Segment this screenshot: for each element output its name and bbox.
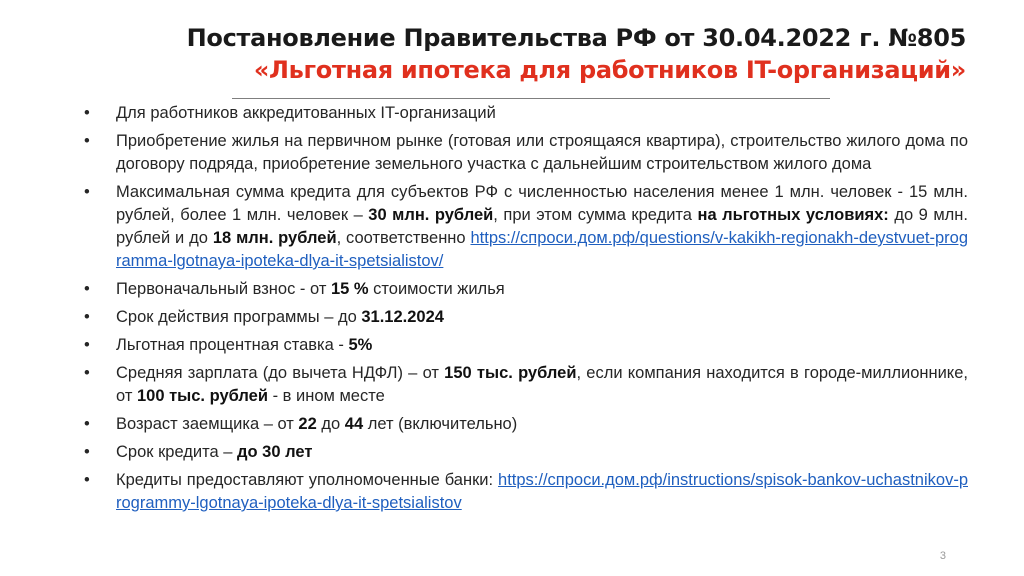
item-text: Льготная процентная ставка - xyxy=(116,336,349,354)
item-text: Первоначальный взнос - от xyxy=(116,280,331,298)
item-text: до xyxy=(316,415,345,433)
item-bold-value: 18 млн. рублей xyxy=(212,229,337,247)
regions-info-link[interactable]: https://спроси.дом.рф/questions/v-kakikh-regionakh-deystvuet-programma-lgotnaya-ipoteka-dlya-it-spetsialistov/ xyxy=(116,229,968,270)
item-text: Кредиты предоставляют уполномоченные банки: xyxy=(116,471,499,489)
bullet-icon: • xyxy=(84,308,90,326)
item-bold-value: 5% xyxy=(348,336,373,354)
bullet-icon: • xyxy=(84,443,90,461)
item-text: Максимальная сумма кредита для субъектов РФ с численностью населения менее 1 млн. человек - 15 млн. рублей, более 1 млн. человек – xyxy=(116,183,968,224)
item-bold-value: до 30 лет xyxy=(237,443,313,461)
item-text: Средняя зарплата (до вычета НДФЛ) – от xyxy=(116,364,445,382)
item-text: до 9 млн. рублей и до xyxy=(116,206,968,247)
item-text: , соответственно xyxy=(336,229,471,247)
item-text: Возраст заемщика – от xyxy=(116,415,299,433)
item-bold-value: на льготных условиях: xyxy=(697,206,889,224)
bullet-icon: • xyxy=(84,471,90,489)
page-number: 3 xyxy=(939,550,946,562)
bullet-icon: • xyxy=(84,336,90,354)
item-bold-value: 44 xyxy=(344,415,364,433)
list-item-interest-rate xyxy=(84,334,968,357)
item-bold-value: 15 % xyxy=(330,280,369,298)
item-text: - в ином месте xyxy=(268,387,385,405)
item-text: , при этом сумма кредита xyxy=(493,206,698,224)
banks-list-link[interactable]: https://спроси.дом.рф/instructions/spisok-bankov-uchastnikov-programmy-lgotnaya-ipoteka-dlya-it-spetsialistov xyxy=(116,471,968,512)
item-bold-value: 22 xyxy=(298,415,317,433)
bullet-icon: • xyxy=(84,132,90,150)
bullet-icon: • xyxy=(84,280,90,298)
item-text: Срок действия программы – до xyxy=(116,308,362,326)
list-item-banks xyxy=(84,469,968,515)
bullet-icon: • xyxy=(84,104,90,122)
slide-title xyxy=(187,22,966,86)
item-bold-value: 31.12.2024 xyxy=(361,308,444,326)
list-item-max-loan xyxy=(84,181,968,273)
item-text: Приобретение жилья на первичном рынке (готовая или строящаяся квартира), строительство жилого дома по договору подряда, приобретение земельного участка с дальнейшим строительством жилого дома xyxy=(116,132,968,173)
item-bold-value: 30 млн. рублей xyxy=(368,206,494,224)
item-text: , если компания находится в городе-миллионнике, от xyxy=(116,364,968,405)
item-text: стоимости жилья xyxy=(368,280,505,298)
bullet-icon: • xyxy=(84,183,90,201)
list-item-loan-term xyxy=(84,441,968,464)
list-item-down-payment xyxy=(84,278,968,301)
list-item-housing-types xyxy=(84,130,968,176)
list-item-salary xyxy=(84,362,968,408)
list-item-it-workers xyxy=(84,102,968,125)
bullet-icon: • xyxy=(84,364,90,382)
title-divider xyxy=(232,98,830,99)
item-text: лет (включительно) xyxy=(363,415,518,433)
bullet-icon: • xyxy=(84,415,90,433)
title-decree: Постановление Правительства РФ от 30.04.2022 г. №805 xyxy=(186,24,966,52)
list-item-borrower-age xyxy=(84,413,968,436)
item-text: Срок кредита – xyxy=(116,443,238,461)
conditions-list xyxy=(84,102,968,520)
list-item-program-term xyxy=(84,306,968,329)
item-text: Для работников аккредитованных IT-организаций xyxy=(116,104,496,122)
item-bold-value: 150 тыс. рублей xyxy=(444,364,577,382)
title-program-name: «Льготная ипотека для работников IT-организаций» xyxy=(253,56,966,84)
item-bold-value: 100 тыс. рублей xyxy=(136,387,269,405)
